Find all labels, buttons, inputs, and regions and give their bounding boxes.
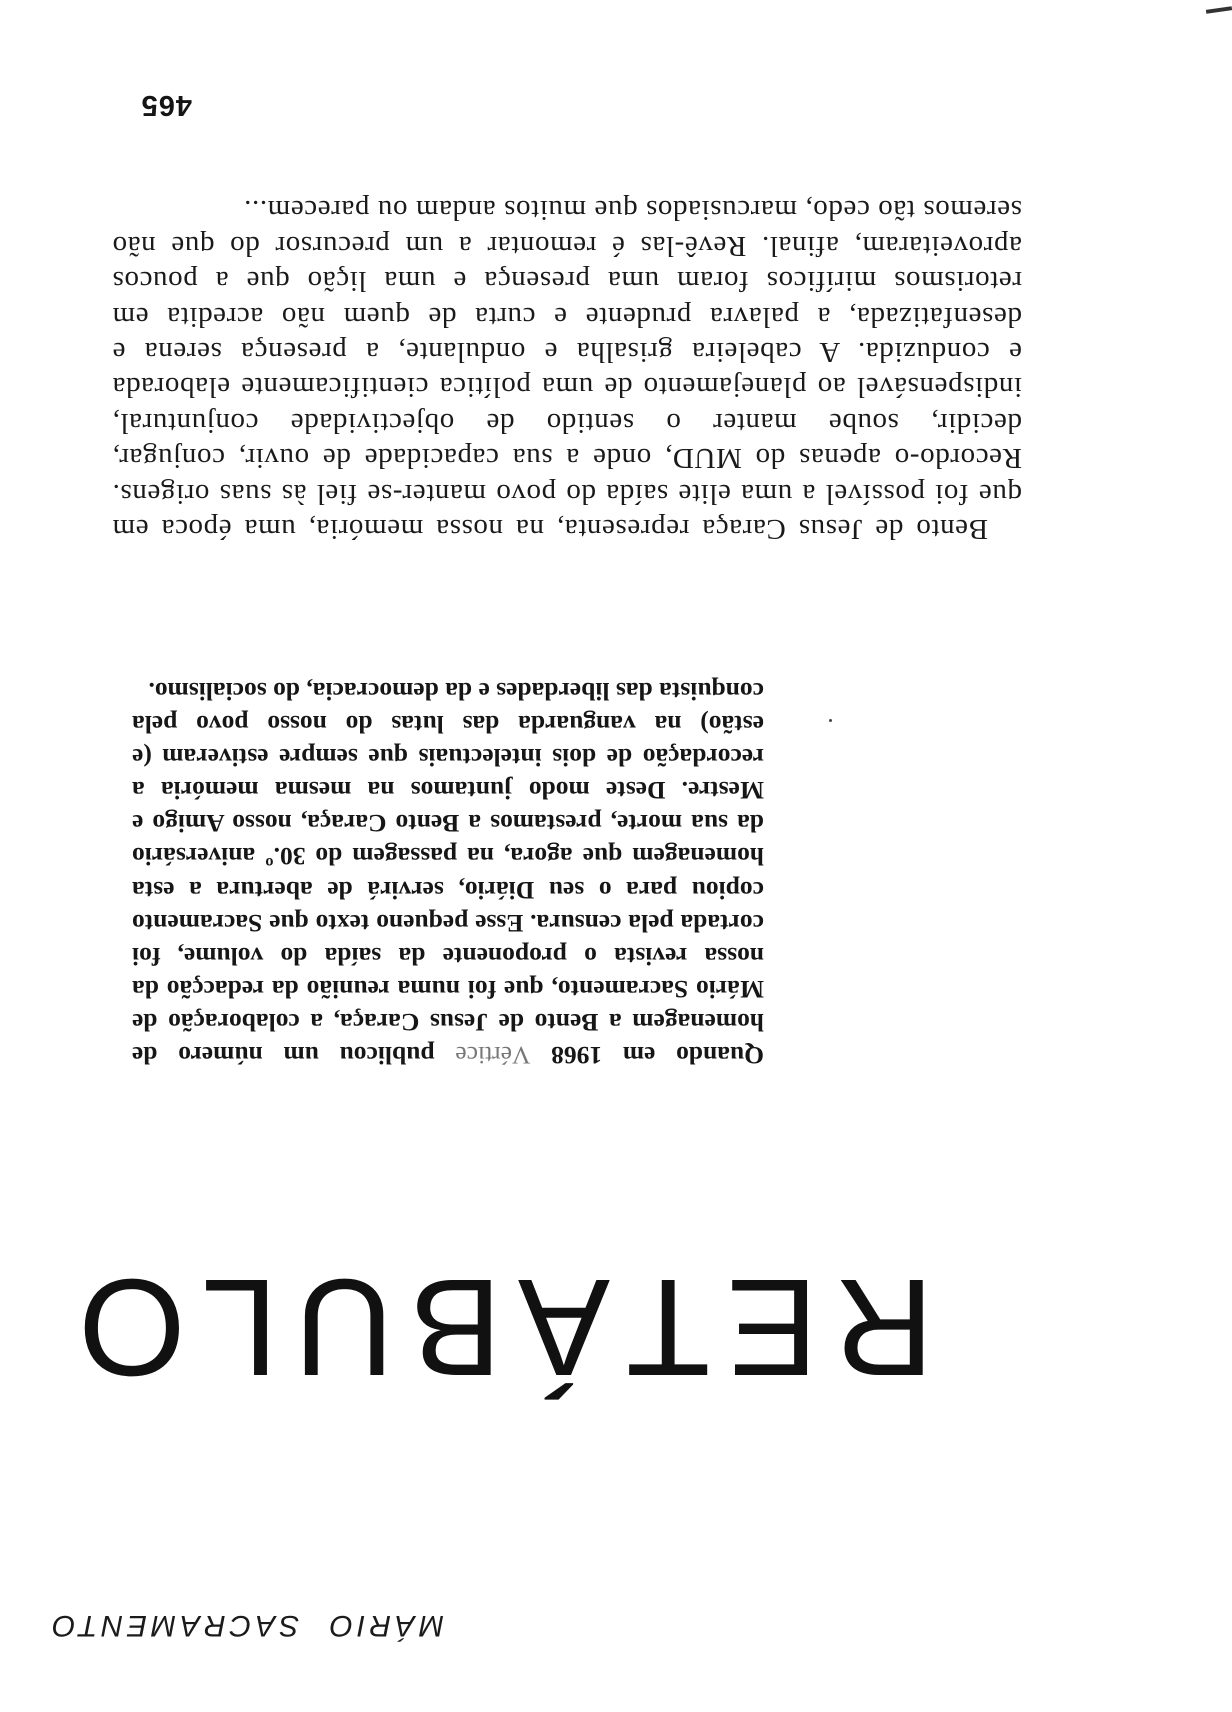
journal-name: Vértice: [455, 1041, 531, 1070]
scan-mark: [1206, 6, 1232, 14]
page-title: RETÁBULO: [62, 1250, 934, 1404]
intro-paragraph: [132, 675, 764, 1072]
page-number: 465: [140, 89, 192, 121]
author-name: MÁRIO SACRAMENTO: [48, 1609, 444, 1642]
scan-speck: [829, 719, 832, 722]
body-paragraph: Bento de Jesus Caraça representa, na nossa memória, uma época em que foi possível a uma elite saída do povo manter-se fiel às suas origens. Recordo-o apenas do MUD, onde a sua capacidade de ouvir, conjugar, decidir, soube manter o sentido de objectividade conjuntural, indispensável ao planejamento de uma política cientificamente elaborada e conduzida. A cabeleira grisalha e ondulante, a presença serena e desenfatizada, a palavra prudente e curta de quem não acredita em retorismos miríficos foram uma presença e uma lição que a poucos aproveitaram, afinal. Revê-las é remontar a um precursor do que não seremos tão cedo, marcusiados que muitos andam ou parecem...: [112, 194, 1022, 545]
intro-rest: publicou um número de homenagem a Bento de Jesus Caraça, a colaboração de Mário Sacramento, que foi numa reunião da redacção da nossa revista o proponente da saída do volume, foi cortada pela censura. Esse pequeno texto que Sacramento copiou para o seu Diário, servirá de abertura a esta homenagem que agora, na passagem do 30.º aniversário da sua morte, prestamos a Bento Caraça, nosso Amigo e Mestre. Deste modo juntamos na mesma memória a recordação de dois intelectuais que sempre estiveram (e estão) na vanguarda das lutas do nosso povo pela conquista das liberdades e da democracia, do socialismo.: [131, 676, 764, 1070]
intro-lead: Quando em 1968: [551, 1041, 764, 1070]
